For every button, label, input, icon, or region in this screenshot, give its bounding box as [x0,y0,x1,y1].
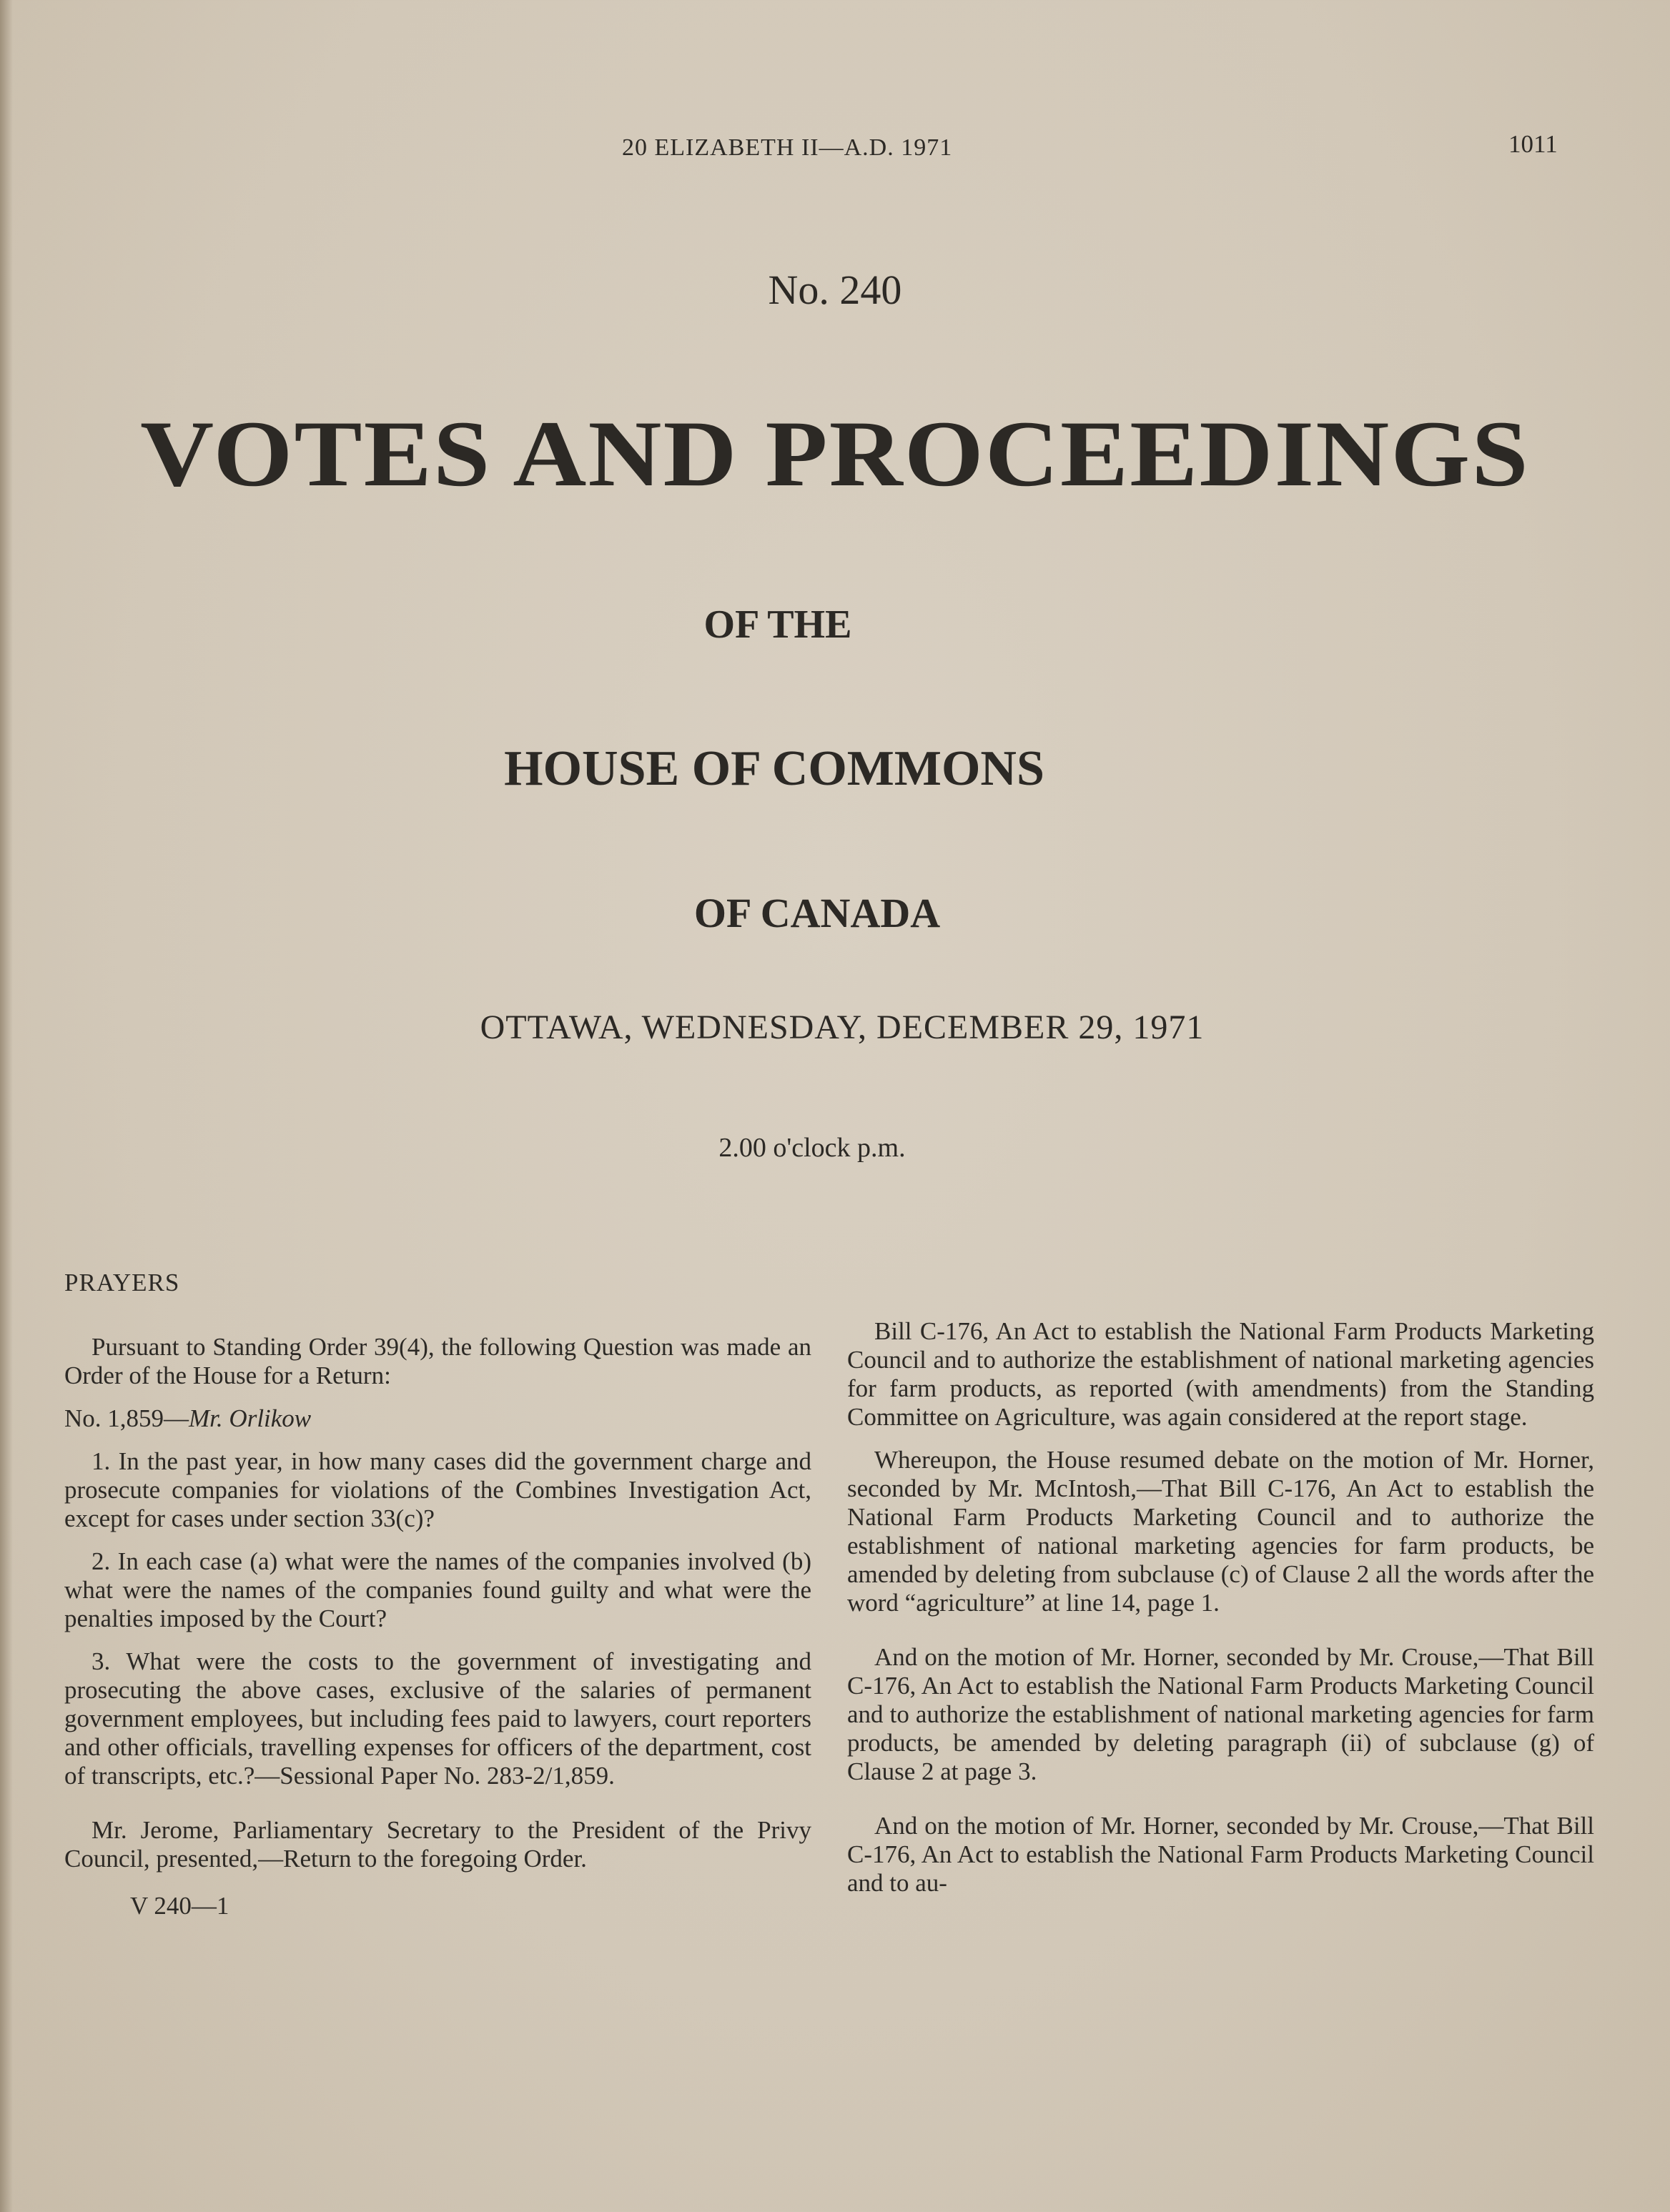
section-heading-prayers: PRAYERS [64,1269,180,1296]
question-intro: Pursuant to Standing Order 39(4), the following Question was made an Order of the House for a Return: [64,1333,811,1389]
page-number: 1011 [1508,130,1558,158]
right-column [847,1317,1594,1912]
main-title: VOTES AND PROCEEDINGS [140,401,1530,506]
sitting-time: 2.00 o'clock p.m. [718,1133,906,1163]
left-column [64,1269,811,1920]
dateline: OTTAWA, WEDNESDAY, DECEMBER 29, 1971 [480,1008,1205,1046]
bill-paragraph: Bill C-176, An Act to establish the National Farm Products Marketing Council and to authorize the establishment of national marketing agencies for farm products, as reported (with amendments) from the Standing Committee on Agriculture, was again considered at the report stage. [847,1317,1594,1431]
motion-paragraph-3: And on the motion of Mr. Horner, seconded by Mr. Crouse,—That Bill C-176, An Act to establish the National Farm Products Marketing Council and to au- [847,1812,1594,1897]
return-paragraph: Mr. Jerome, Parliamentary Secretary to the President of the Privy Council, presented,—Return to the foregoing Order. [64,1816,811,1873]
question-number: No. 1,859— [64,1404,189,1432]
running-head: 20 ELIZABETH II—A.D. 1971 [622,134,953,161]
question-header [64,1404,811,1433]
subtitle-house-of-commons: HOUSE OF COMMONS [504,741,1044,796]
issue-number: No. 240 [768,267,902,313]
question-item-3: 3. What were the costs to the government of investigating and prosecuting the above cases, exclusive of the salaries of permanent government employees, but including fees paid to lawyers, court reporters and other officials, travelling expenses for officers of the department, cost of transcripts, etc.?—Sessional Paper No. 283-2/1,859. [64,1647,811,1790]
motion-paragraph-1: Whereupon, the House resumed debate on the motion of Mr. Horner, seconded by Mr. McIntosh,—That Bill C-176, An Act to establish the National Farm Products Marketing Council and to authorize the establishment of national marketing agencies for farm products, be amended by deleting from subclause (c) of Clause 2 all the words after the word “agriculture” at line 14, page 1. [847,1446,1594,1617]
signature-code: V 240—1 [130,1892,229,1920]
subtitle-of-canada: OF CANADA [693,890,941,936]
question-item-2: 2. In each case (a) what were the names of the companies involved (b) what were the names of the companies found guilty and what were the penalties imposed by the Court? [64,1547,811,1632]
page-edge-shadow [0,0,13,2212]
question-member: Mr. Orlikow [189,1404,312,1432]
motion-paragraph-2: And on the motion of Mr. Horner, seconded by Mr. Crouse,—That Bill C-176, An Act to establish the National Farm Products Marketing Council and to authorize the establishment of national marketing agencies for farm products, be amended by deleting paragraph (ii) of subclause (g) of Clause 2 at page 3. [847,1643,1594,1785]
question-item-1: 1. In the past year, in how many cases did the government charge and prosecute companies for violations of the Combines Investigation Act, except for cases under section 33(c)? [64,1447,811,1532]
subtitle-of-the: OF THE [703,602,852,647]
